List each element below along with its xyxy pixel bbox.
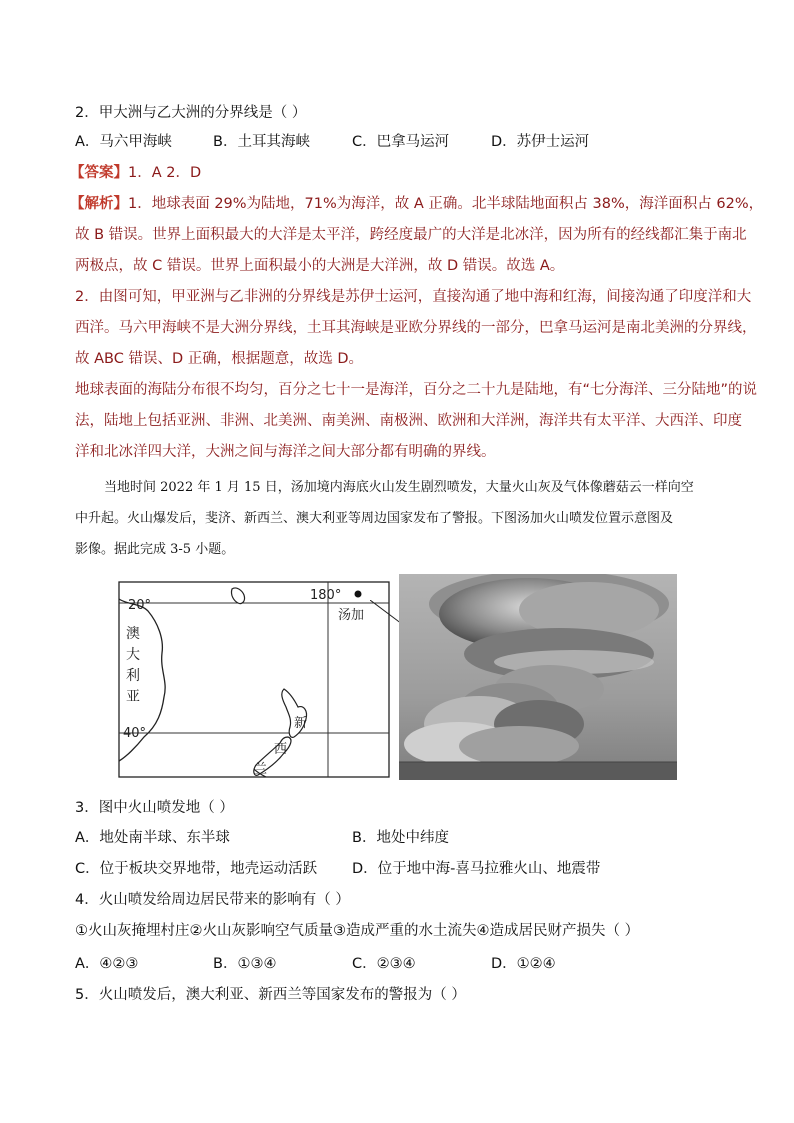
analysis-line-4: 2．由图可知，甲亚洲与乙非洲的分界线是苏伊士运河，直接沟通了地中海和红海，间接沟通了印度洋和大	[75, 289, 752, 305]
australia-label-4: 亚	[126, 689, 140, 705]
analysis-line-9: 洋和北冰洋四大洋，大洲之间与海洋之间大部分都有明确的界线。	[75, 444, 496, 460]
q4-stem: 4．火山喷发给周边居民带来的影响有（ ）	[75, 892, 350, 908]
nz-label-1: 新	[294, 716, 308, 731]
q3-option-c: C．位于板块交界地带，地壳运动活跃	[75, 861, 318, 877]
q4-items: ①火山灰掩埋村庄②火山灰影响空气质量③造成严重的水土流失④造成居民财产损失（ ）	[75, 923, 640, 939]
q4-option-b: B．①③④	[213, 956, 277, 972]
australia-label-1: 澳	[126, 626, 140, 642]
q5-stem: 5．火山喷发后，澳大利亚、新西兰等国家发布的警报为（ ）	[75, 987, 466, 1003]
analysis-line-3: 两极点，故 C 错误。世界上面积最小的大洲是大洋洲，故 D 错误。故选 A。	[75, 258, 565, 274]
q3-option-b: B．地处中纬度	[352, 830, 449, 846]
q4-option-c: C．②③④	[352, 956, 416, 972]
analysis-tag: 【解析】	[70, 196, 128, 212]
analysis-line-2: 故 B 错误。世界上面积最大的大洋是太平洋，跨经度最广的大洋是北冰洋，因为所有的经线都汇集于南北	[75, 227, 747, 243]
intro-line-1: 当地时间 2022 年 1 月 15 日，汤加境内海底火山发生剧烈喷发，大量火山灰及气体像蘑菇云一样向空	[104, 480, 694, 495]
q2-option-d: D．苏伊士运河	[491, 134, 590, 150]
analysis-line-5: 西洋。马六甲海峡不是大洲分界线，土耳其海峡是亚欧分界线的一部分，巴拿马运河是南北美洲的分界线，	[75, 320, 757, 336]
answer-text: 1．A 2．D	[128, 165, 202, 181]
answer-line	[70, 163, 201, 183]
q3-stem: 3．图中火山喷发地（ ）	[75, 800, 234, 816]
q3-option-a: A．地处南半球、东半球	[75, 830, 230, 846]
q3-option-d: D．位于地中海-喜马拉雅火山、地震带	[352, 861, 601, 877]
intro-line-2: 中升起。火山爆发后，斐济、新西兰、澳大利亚等周边国家发布了警报。下图汤加火山喷发位置示意图及	[75, 511, 674, 526]
analysis-line-8: 法，陆地上包括亚洲、非洲、北美洲、南美洲、南极洲、欧洲和大洋洲，海洋共有太平洋、大西洋、印度	[75, 413, 742, 429]
q4-option-a: A．④②③	[75, 956, 139, 972]
australia-label-2: 大	[126, 647, 140, 663]
nz-label-3: 兰	[254, 762, 268, 777]
analysis-line-7: 地球表面的海陆分布很不均匀，百分之七十一是海洋，百分之二十九是陆地，有“七分海洋、三分陆地”的说	[75, 382, 758, 398]
tonga-location-map	[118, 581, 390, 778]
eruption-photo	[399, 574, 677, 780]
lat-20-label: 20°	[128, 598, 152, 613]
q2-option-b: B．土耳其海峡	[213, 134, 310, 150]
q4-option-d: D．①②④	[491, 956, 556, 972]
tonga-point	[355, 591, 362, 598]
q2-stem: 2．甲大洲与乙大洲的分界线是（ ）	[75, 105, 307, 121]
answer-tag: 【答案】	[70, 165, 128, 181]
lon-180-label: 180°	[310, 588, 342, 603]
q2-option-c: C．巴拿马运河	[352, 134, 450, 150]
analysis-line-6: 故 ABC 错误、D 正确，根据题意，故选 D。	[75, 351, 364, 367]
intro-line-3: 影像。据此完成 3-5 小题。	[75, 542, 235, 557]
q2-option-a: A．马六甲海峡	[75, 134, 172, 150]
tonga-label: 汤加	[338, 608, 365, 623]
australia-label-3: 利	[126, 668, 140, 684]
analysis-text-1: 1．地球表面 29%为陆地，71%为海洋，故 A 正确。北半球陆地面积占 38%，海洋面积占 62%，	[128, 196, 764, 212]
nz-label-2: 西	[274, 742, 288, 757]
lat-40-label: 40°	[123, 726, 147, 741]
analysis-line-1	[70, 194, 763, 214]
